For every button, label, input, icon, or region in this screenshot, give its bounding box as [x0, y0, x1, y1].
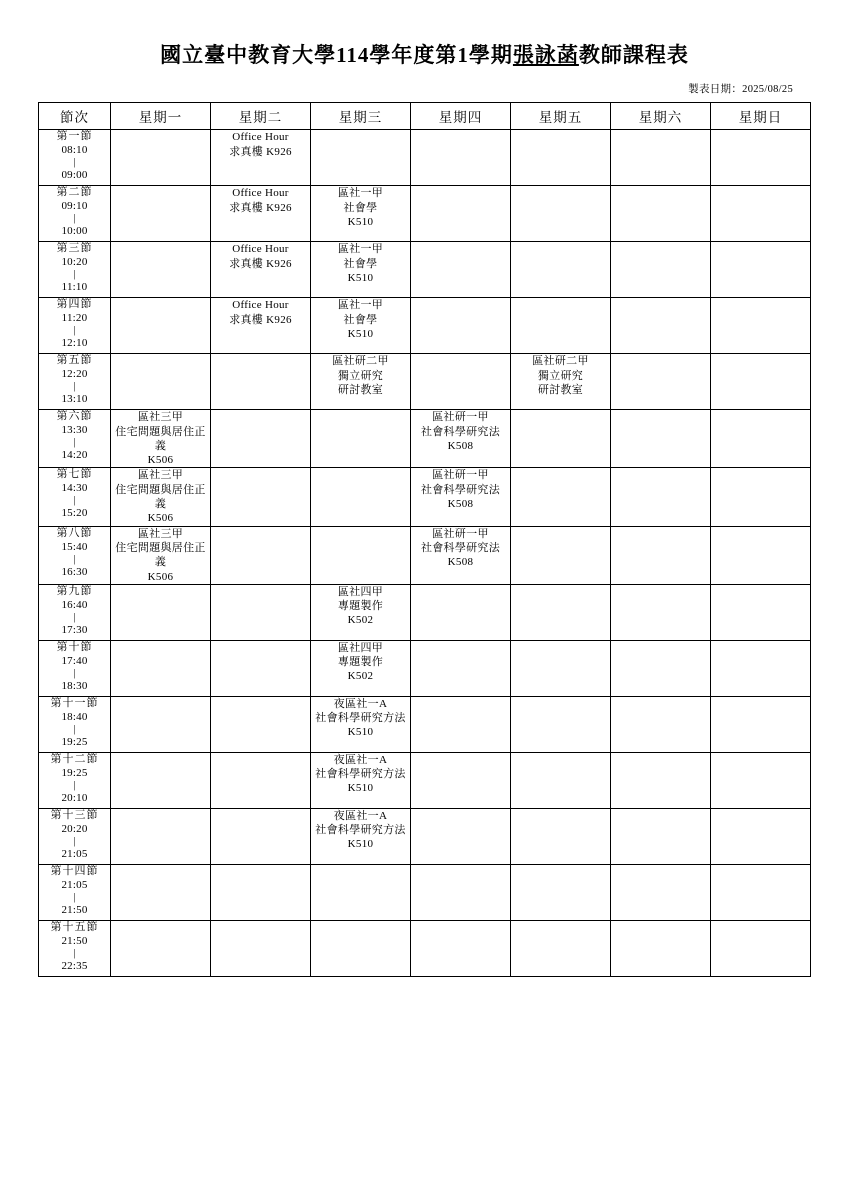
course-cell-tuesday — [211, 242, 311, 298]
table-row — [39, 920, 811, 976]
empty-cell-friday — [511, 584, 611, 640]
course-location: K502 — [347, 614, 374, 627]
period-time-separator: | — [73, 495, 76, 507]
course-location: K506 — [147, 570, 174, 583]
course-location: 求真樓 K926 — [229, 313, 292, 326]
period-cell — [39, 410, 111, 468]
empty-cell-saturday — [611, 354, 711, 410]
period-start-time: 09:10 — [61, 200, 88, 213]
period-time-separator: | — [73, 611, 76, 623]
empty-cell-sunday — [711, 808, 811, 864]
course-class: 夜區社一A — [333, 697, 388, 710]
period-name: 第十節 — [56, 640, 93, 653]
course-name: 獨立研究 — [337, 369, 384, 382]
table-row — [39, 242, 811, 298]
empty-cell-tuesday — [211, 354, 311, 410]
empty-cell-saturday — [611, 864, 711, 920]
empty-cell-thursday — [411, 640, 511, 696]
period-end-time: 09:00 — [61, 169, 88, 182]
period-end-time: 18:30 — [61, 679, 88, 692]
period-time-separator: | — [73, 325, 76, 337]
course-location: K508 — [447, 498, 474, 511]
empty-cell-friday — [511, 526, 611, 584]
empty-cell-sunday — [711, 130, 811, 186]
empty-cell-wednesday — [311, 410, 411, 468]
period-name: 第六節 — [56, 410, 93, 423]
period-cell — [39, 864, 111, 920]
course-cell-wednesday — [311, 696, 411, 752]
period-time-separator: | — [73, 947, 76, 959]
empty-cell-monday — [111, 752, 211, 808]
empty-cell-sunday — [711, 354, 811, 410]
period-end-time: 21:50 — [61, 903, 88, 916]
period-end-time: 17:30 — [61, 623, 88, 636]
period-start-time: 08:10 — [61, 144, 88, 157]
title-prefix: 國立臺中教育大學114學年度第1學期 — [160, 43, 513, 67]
empty-cell-sunday — [711, 752, 811, 808]
empty-cell-wednesday — [311, 468, 411, 526]
empty-cell-friday — [511, 410, 611, 468]
period-name: 第十一節 — [50, 696, 99, 709]
empty-cell-thursday — [411, 584, 511, 640]
period-cell — [39, 920, 111, 976]
period-time-separator: | — [73, 213, 76, 225]
period-start-time: 21:05 — [61, 878, 88, 891]
period-name: 第八節 — [56, 526, 93, 539]
course-location: 求真樓 K926 — [229, 257, 292, 270]
empty-cell-friday — [511, 298, 611, 354]
empty-cell-thursday — [411, 864, 511, 920]
header-saturday: 星期六 — [611, 103, 711, 130]
period-cell — [39, 584, 111, 640]
course-class: 區社研一甲 — [432, 527, 489, 540]
period-time-separator: | — [73, 835, 76, 847]
course-cell-wednesday — [311, 298, 411, 354]
empty-cell-saturday — [611, 186, 711, 242]
table-row — [39, 354, 811, 410]
empty-cell-saturday — [611, 526, 711, 584]
course-location: K510 — [347, 327, 374, 340]
empty-cell-monday — [111, 640, 211, 696]
period-name: 第九節 — [56, 584, 93, 597]
empty-cell-friday — [511, 640, 611, 696]
empty-cell-friday — [511, 242, 611, 298]
course-cell-wednesday — [311, 808, 411, 864]
empty-cell-friday — [511, 752, 611, 808]
empty-cell-wednesday — [311, 526, 411, 584]
schedule-table — [38, 102, 811, 977]
empty-cell-tuesday — [211, 808, 311, 864]
course-class: Office Hour — [232, 243, 289, 256]
table-row — [39, 864, 811, 920]
empty-cell-friday — [511, 130, 611, 186]
empty-cell-thursday — [411, 920, 511, 976]
table-row — [39, 186, 811, 242]
empty-cell-monday — [111, 808, 211, 864]
period-time-separator: | — [73, 157, 76, 169]
period-cell — [39, 696, 111, 752]
empty-cell-thursday — [411, 354, 511, 410]
header-row — [39, 103, 811, 130]
table-row — [39, 410, 811, 468]
course-name: 獨立研究 — [537, 369, 584, 382]
period-start-time: 21:50 — [61, 934, 88, 947]
period-cell — [39, 808, 111, 864]
empty-cell-wednesday — [311, 864, 411, 920]
period-name: 第十四節 — [50, 864, 99, 877]
period-end-time: 21:05 — [61, 847, 88, 860]
empty-cell-monday — [111, 242, 211, 298]
empty-cell-saturday — [611, 696, 711, 752]
empty-cell-friday — [511, 808, 611, 864]
course-class: 區社研一甲 — [432, 469, 489, 482]
period-cell — [39, 526, 111, 584]
period-start-time: 15:40 — [61, 540, 88, 553]
period-name: 第五節 — [56, 354, 93, 367]
course-name: 社會科學研究法 — [420, 425, 501, 438]
period-end-time: 13:10 — [61, 393, 88, 406]
course-location: 研討教室 — [337, 383, 384, 396]
course-class: Office Hour — [232, 299, 289, 312]
period-end-time: 19:25 — [61, 735, 88, 748]
period-start-time: 20:20 — [61, 822, 88, 835]
period-time-separator: | — [73, 553, 76, 565]
period-start-time: 17:40 — [61, 654, 88, 667]
period-time-separator: | — [73, 381, 76, 393]
course-name: 社會科學研究法 — [420, 483, 501, 496]
table-row — [39, 696, 811, 752]
empty-cell-sunday — [711, 242, 811, 298]
empty-cell-thursday — [411, 130, 511, 186]
course-name: 社會科學研究方法 — [315, 824, 406, 837]
period-start-time: 10:20 — [61, 256, 88, 269]
course-cell-monday — [111, 468, 211, 526]
table-row — [39, 584, 811, 640]
course-class: 區社四甲 — [337, 585, 384, 598]
period-name: 第十二節 — [50, 752, 99, 765]
empty-cell-saturday — [611, 752, 711, 808]
course-class: 區社三甲 — [137, 527, 184, 540]
empty-cell-friday — [511, 186, 611, 242]
course-location: K510 — [347, 271, 374, 284]
empty-cell-tuesday — [211, 696, 311, 752]
period-name: 第七節 — [56, 468, 93, 481]
course-cell-thursday — [411, 526, 511, 584]
course-name: 社會科學研究方法 — [315, 768, 406, 781]
period-end-time: 14:20 — [61, 449, 88, 462]
table-row — [39, 640, 811, 696]
period-name: 第十五節 — [50, 920, 99, 933]
course-cell-tuesday — [211, 130, 311, 186]
period-start-time: 19:25 — [61, 766, 88, 779]
course-class: 夜區社一A — [333, 809, 388, 822]
empty-cell-friday — [511, 920, 611, 976]
empty-cell-tuesday — [211, 920, 311, 976]
empty-cell-monday — [111, 920, 211, 976]
header-wednesday: 星期三 — [311, 103, 411, 130]
period-start-time: 13:30 — [61, 424, 88, 437]
table-row — [39, 468, 811, 526]
course-class: 區社三甲 — [137, 469, 184, 482]
empty-cell-tuesday — [211, 526, 311, 584]
course-cell-monday — [111, 526, 211, 584]
empty-cell-tuesday — [211, 752, 311, 808]
period-start-time: 12:20 — [61, 368, 88, 381]
period-end-time: 15:20 — [61, 507, 88, 520]
print-date: 製表日期：2025/08/25 — [688, 84, 793, 96]
course-location: K510 — [347, 838, 374, 851]
empty-cell-sunday — [711, 920, 811, 976]
course-cell-monday — [111, 410, 211, 468]
empty-cell-wednesday — [311, 130, 411, 186]
period-cell — [39, 298, 111, 354]
period-name: 第四節 — [56, 298, 93, 311]
header-friday: 星期五 — [511, 103, 611, 130]
course-cell-friday — [511, 354, 611, 410]
course-name: 專題製作 — [337, 656, 384, 669]
course-name: 住宅問題與居住正義 — [115, 541, 206, 569]
period-cell — [39, 752, 111, 808]
table-row — [39, 752, 811, 808]
empty-cell-monday — [111, 186, 211, 242]
table-row — [39, 130, 811, 186]
empty-cell-friday — [511, 468, 611, 526]
course-name: 專題製作 — [337, 600, 384, 613]
course-class: 夜區社一A — [333, 753, 388, 766]
empty-cell-monday — [111, 130, 211, 186]
empty-cell-saturday — [611, 920, 711, 976]
period-end-time: 10:00 — [61, 225, 88, 238]
course-location: 求真樓 K926 — [229, 145, 292, 158]
course-class: 區社研二甲 — [532, 355, 589, 368]
empty-cell-monday — [111, 584, 211, 640]
period-cell — [39, 186, 111, 242]
empty-cell-wednesday — [311, 920, 411, 976]
period-name: 第三節 — [56, 242, 93, 255]
course-class: 區社一甲 — [337, 243, 384, 256]
period-cell — [39, 354, 111, 410]
empty-cell-sunday — [711, 298, 811, 354]
course-class: 區社一甲 — [337, 187, 384, 200]
course-cell-wednesday — [311, 584, 411, 640]
empty-cell-saturday — [611, 468, 711, 526]
title-suffix: 教師課程表 — [578, 43, 689, 67]
period-end-time: 16:30 — [61, 565, 88, 578]
course-location: K510 — [347, 726, 374, 739]
course-class: 區社三甲 — [137, 411, 184, 424]
empty-cell-sunday — [711, 410, 811, 468]
course-name: 住宅問題與居住正義 — [115, 483, 206, 511]
table-row — [39, 526, 811, 584]
empty-cell-tuesday — [211, 584, 311, 640]
table-body — [39, 130, 811, 977]
empty-cell-thursday — [411, 298, 511, 354]
course-location: 求真樓 K926 — [229, 201, 292, 214]
empty-cell-saturday — [611, 584, 711, 640]
course-cell-wednesday — [311, 354, 411, 410]
course-location: K510 — [347, 215, 374, 228]
period-time-separator: | — [73, 437, 76, 449]
course-cell-wednesday — [311, 186, 411, 242]
period-end-time: 20:10 — [61, 791, 88, 804]
course-name: 住宅問題與居住正義 — [115, 425, 206, 452]
empty-cell-sunday — [711, 186, 811, 242]
period-time-separator: | — [73, 269, 76, 281]
empty-cell-saturday — [611, 808, 711, 864]
period-end-time: 11:10 — [61, 281, 88, 294]
period-start-time: 16:40 — [61, 598, 88, 611]
course-cell-wednesday — [311, 242, 411, 298]
empty-cell-thursday — [411, 242, 511, 298]
empty-cell-sunday — [711, 640, 811, 696]
empty-cell-monday — [111, 696, 211, 752]
course-name: 社會學 — [343, 201, 378, 214]
empty-cell-friday — [511, 864, 611, 920]
header-period: 節次 — [39, 103, 111, 130]
course-location: K506 — [147, 454, 174, 467]
empty-cell-tuesday — [211, 640, 311, 696]
course-cell-tuesday — [211, 298, 311, 354]
period-cell — [39, 242, 111, 298]
header-tuesday: 星期二 — [211, 103, 311, 130]
empty-cell-saturday — [611, 640, 711, 696]
header-sunday: 星期日 — [711, 103, 811, 130]
course-name: 社會學 — [343, 257, 378, 270]
course-location: 研討教室 — [537, 383, 584, 396]
period-start-time: 11:20 — [61, 312, 88, 325]
header-monday: 星期一 — [111, 103, 211, 130]
period-cell — [39, 130, 111, 186]
course-location: K508 — [447, 556, 474, 569]
period-end-time: 22:35 — [61, 959, 88, 972]
course-location: K502 — [347, 670, 374, 683]
course-cell-wednesday — [311, 752, 411, 808]
period-name: 第一節 — [56, 130, 93, 143]
empty-cell-sunday — [711, 696, 811, 752]
empty-cell-sunday — [711, 468, 811, 526]
course-name: 社會科學研究方法 — [315, 712, 406, 725]
course-location: K506 — [147, 512, 174, 525]
course-class: Office Hour — [232, 187, 289, 200]
empty-cell-saturday — [611, 130, 711, 186]
empty-cell-tuesday — [211, 864, 311, 920]
empty-cell-friday — [511, 696, 611, 752]
course-cell-wednesday — [311, 640, 411, 696]
period-time-separator: | — [73, 723, 76, 735]
table-header — [39, 103, 811, 130]
course-class: 區社研二甲 — [332, 355, 389, 368]
empty-cell-monday — [111, 298, 211, 354]
empty-cell-thursday — [411, 752, 511, 808]
course-location: K510 — [347, 782, 374, 795]
empty-cell-thursday — [411, 808, 511, 864]
empty-cell-tuesday — [211, 410, 311, 468]
empty-cell-saturday — [611, 298, 711, 354]
empty-cell-saturday — [611, 410, 711, 468]
table-row — [39, 808, 811, 864]
course-class: 區社研一甲 — [432, 411, 489, 424]
empty-cell-tuesday — [211, 468, 311, 526]
period-end-time: 12:10 — [61, 337, 88, 350]
empty-cell-thursday — [411, 696, 511, 752]
title-teacher-name: 張詠菡 — [512, 43, 579, 67]
course-name: 社會學 — [343, 313, 378, 326]
period-time-separator: | — [73, 667, 76, 679]
period-cell — [39, 640, 111, 696]
course-cell-thursday — [411, 468, 511, 526]
course-class: 區社一甲 — [337, 299, 384, 312]
table-row — [39, 298, 811, 354]
course-class: 區社四甲 — [337, 641, 384, 654]
period-start-time: 14:30 — [61, 482, 88, 495]
course-location: K508 — [447, 439, 474, 452]
empty-cell-sunday — [711, 864, 811, 920]
period-time-separator: | — [73, 779, 76, 791]
empty-cell-monday — [111, 864, 211, 920]
page-title — [38, 42, 811, 69]
course-class: Office Hour — [232, 131, 289, 144]
course-name: 社會科學研究法 — [420, 541, 501, 554]
empty-cell-sunday — [711, 526, 811, 584]
empty-cell-monday — [111, 354, 211, 410]
course-cell-thursday — [411, 410, 511, 468]
period-name: 第二節 — [56, 186, 93, 199]
empty-cell-sunday — [711, 584, 811, 640]
period-cell — [39, 468, 111, 526]
period-time-separator: | — [73, 891, 76, 903]
empty-cell-saturday — [611, 242, 711, 298]
period-name: 第十三節 — [50, 808, 99, 821]
course-cell-tuesday — [211, 186, 311, 242]
empty-cell-thursday — [411, 186, 511, 242]
period-start-time: 18:40 — [61, 710, 88, 723]
header-thursday: 星期四 — [411, 103, 511, 130]
